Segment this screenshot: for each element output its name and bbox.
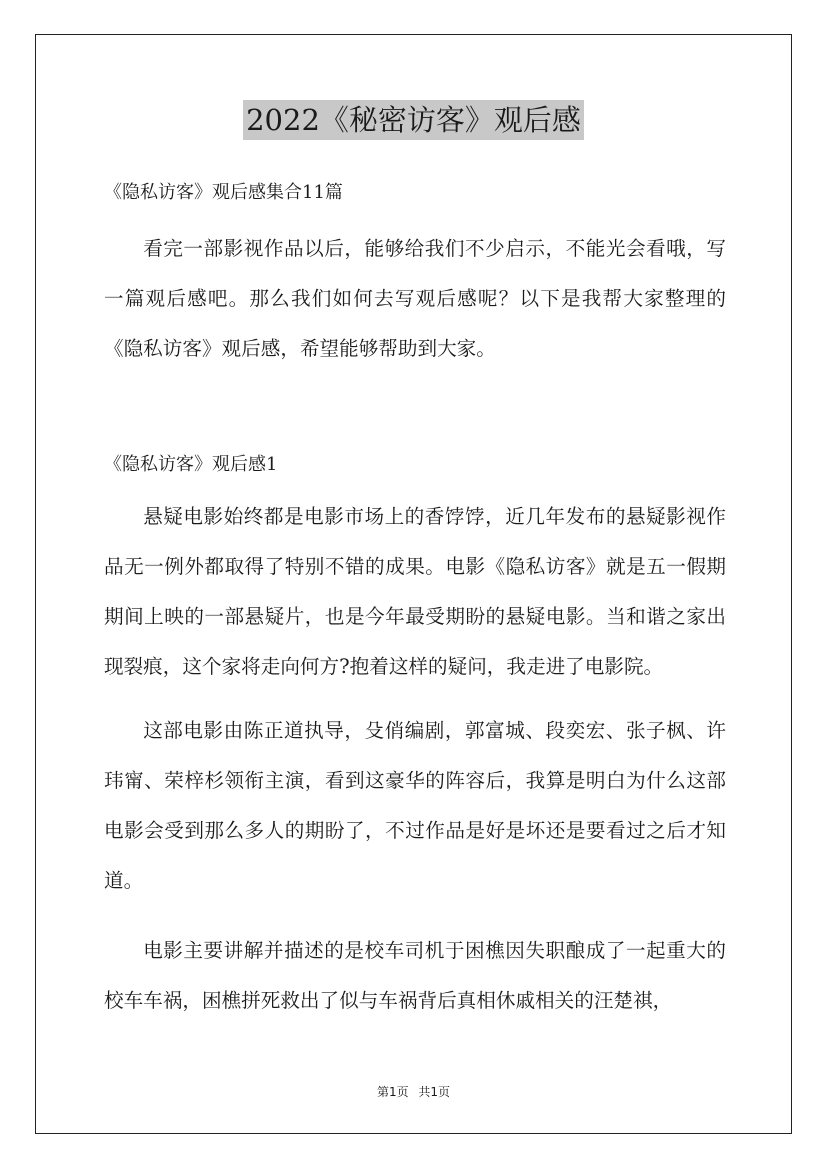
section-heading: 《隐私访客》观后感1 — [104, 454, 278, 475]
page-footer — [0, 1083, 827, 1101]
page-title: 2022《秘密访客》观后感 — [243, 100, 584, 140]
body-paragraph: 这部电影由陈正道执导，殳俏编剧，郭富城、段奕宏、张子枫、许玮甯、荣梓杉领衔主演，看到这豪华的阵容后，我算是明白为什么这部电影会受到那么多人的期盼了，不过作品是好是坏还是要看过之后才知道。 — [104, 719, 726, 892]
page-number: 第1页 — [376, 1085, 409, 1099]
page-total: 共1页 — [418, 1085, 451, 1099]
body-paragraph: 悬疑电影始终都是电影市场上的香饽饽，近几年发布的悬疑影视作品无一例外都取得了特别不错的成果。电影《隐私访客》就是五一假期期间上映的一部悬疑片，也是今年最受期盼的悬疑电影。当和谐之家出现裂痕，这个家将走向何方?抱着这样的疑问，我走进了电影院。 — [104, 505, 726, 678]
intro-paragraph: 看完一部影视作品以后，能够给我们不少启示，不能光会看哦，写一篇观后感吧。那么我们如何去写观后感呢？以下是我帮大家整理的《隐私访客》观后感，希望能够帮助到大家。 — [104, 237, 726, 360]
title-container — [0, 100, 827, 140]
body-paragraph: 电影主要讲解并描述的是校车司机于困樵因失职酿成了一起重大的校车车祸，困樵拼死救出了似与车祸背后真相休戚相关的汪楚祺， — [104, 939, 726, 1012]
subtitle: 《隐私访客》观后感集合11篇 — [104, 182, 343, 203]
